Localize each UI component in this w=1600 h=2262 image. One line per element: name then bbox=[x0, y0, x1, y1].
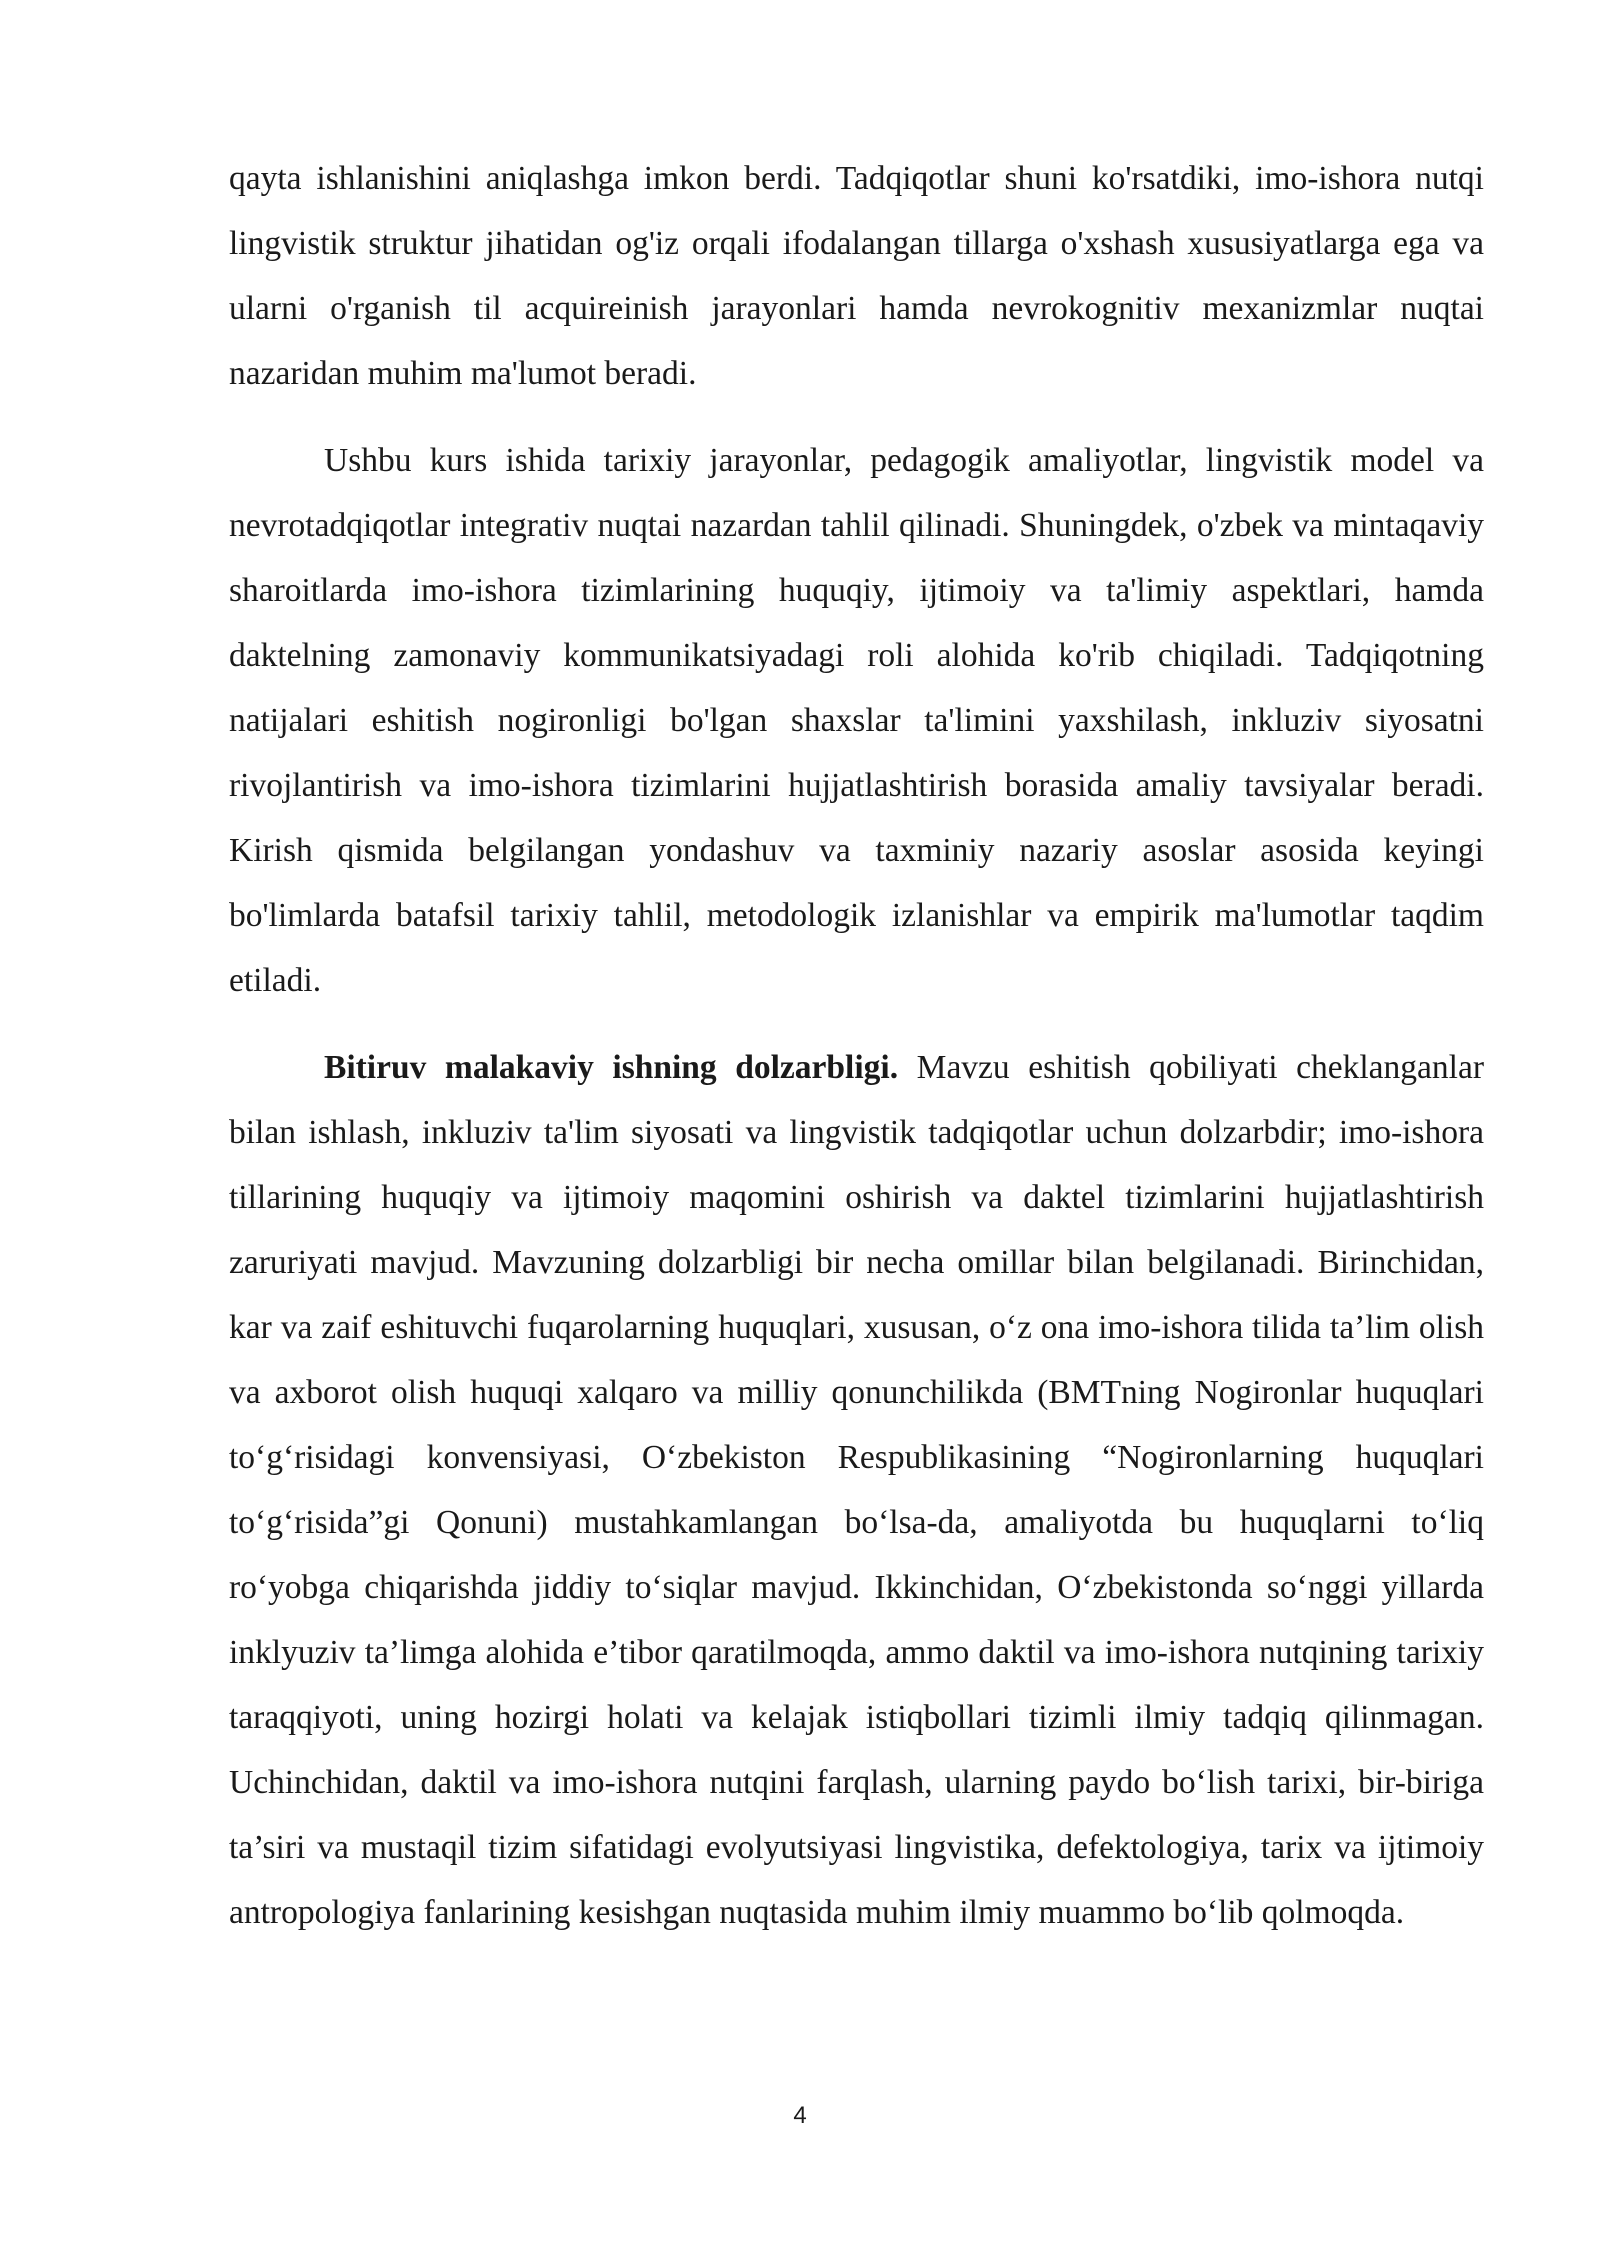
paragraph-3-text: Mavzu eshitish qobiliyati cheklanganlar bilan ishlash, inkluziv ta'lim siyosati va lingvistik tadqiqotlar uchun dolzarbdir; imo-ishora tillarining huquqiy va ijtimoiy maqomini oshirish va daktel tizimlarini hujjatlashtirish zaruriyati mavjud. Mavzuning dolzarbligi bir necha omillar bilan belgilanadi. Birinchidan, kar va zaif eshituvchi fuqarolarning huquqlari, xususan, o‘z ona imo-ishora tilida ta’lim olish va axborot olish huquqi xalqaro va milliy qonunchilikda (BMTning Nogironlar huquqlari to‘g‘risidagi konvensiyasi, O‘zbekiston Respublikasining “Nogironlarning huquqlari to‘g‘risida”gi Qonuni) mustahkamlangan bo‘lsa-da, amaliyotda bu huquqlarni to‘liq ro‘yobga chiqarishda jiddiy to‘siqlar mavjud. Ikkinchidan, O‘zbekistonda so‘nggi yillarda inklyuziv ta’limga alohida e’tibor qaratilmoqda, ammo daktil va imo-ishora nutqining tarixiy taraqqiyoti, uning hozirgi holati va kelajak istiqbollari tizimli ilmiy tadqiq qilinmagan. Uchinchidan, daktil va imo-ishora nutqini farqlash, ularning paydo bo‘lish tarixi, bir-biriga ta’siri va mustaqil tizim sifatidagi evolyutsiyasi lingvistika, defektologiya, tarix va ijtimoiy antropologiya fanlarining kesishgan nuqtasida muhim ilmiy muammo bo‘lib qolmoqda. bbox=[229, 1049, 1484, 1931]
paragraph-3 bbox=[229, 1035, 1484, 1945]
paragraph-1 bbox=[229, 146, 1484, 406]
body-text bbox=[229, 146, 1484, 1945]
paragraph-1-text: qayta ishlanishini aniqlashga imkon berdi. Tadqiqotlar shuni ko'rsatdiki, imo-ishora nutqi lingvistik struktur jihatidan og'iz orqali ifodalangan tillarga o'xshash xususiyatlarga ega va ularni o'rganish til acquireinish jarayonlari hamda nevrokognitiv mexanizmlar nuqtai nazaridan muhim ma'lumot beradi. bbox=[229, 160, 1484, 392]
paragraph-2-text: Ushbu kurs ishida tarixiy jarayonlar, pedagogik amaliyotlar, lingvistik model va nevrotadqiqotlar integrativ nuqtai nazardan tahlil qilinadi. Shuningdek, o'zbek va mintaqaviy sharoitlarda imo-ishora tizimlarining huquqiy, ijtimoiy va ta'limiy aspektlari, hamda daktelning zamonaviy kommunikatsiyadagi roli alohida ko'rib chiqiladi. Tadqiqotning natijalari eshitish nogironligi bo'lgan shaxslar ta'limini yaxshilash, inkluziv siyosatni rivojlantirish va imo-ishora tizimlarini hujjatlashtirish borasida amaliy tavsiyalar beradi. Kirish qismida belgilangan yondashuv va taxminiy nazariy asoslar asosida keyingi bo'limlarda batafsil tarixiy tahlil, metodologik izlanishlar va empirik ma'lumotlar taqdim etiladi. bbox=[229, 442, 1484, 999]
section-heading-relevance: Bitiruv malakaviy ishning dolzarbligi. bbox=[324, 1049, 899, 1086]
page-number: 4 bbox=[793, 2102, 807, 2129]
paragraph-2 bbox=[229, 428, 1484, 1013]
